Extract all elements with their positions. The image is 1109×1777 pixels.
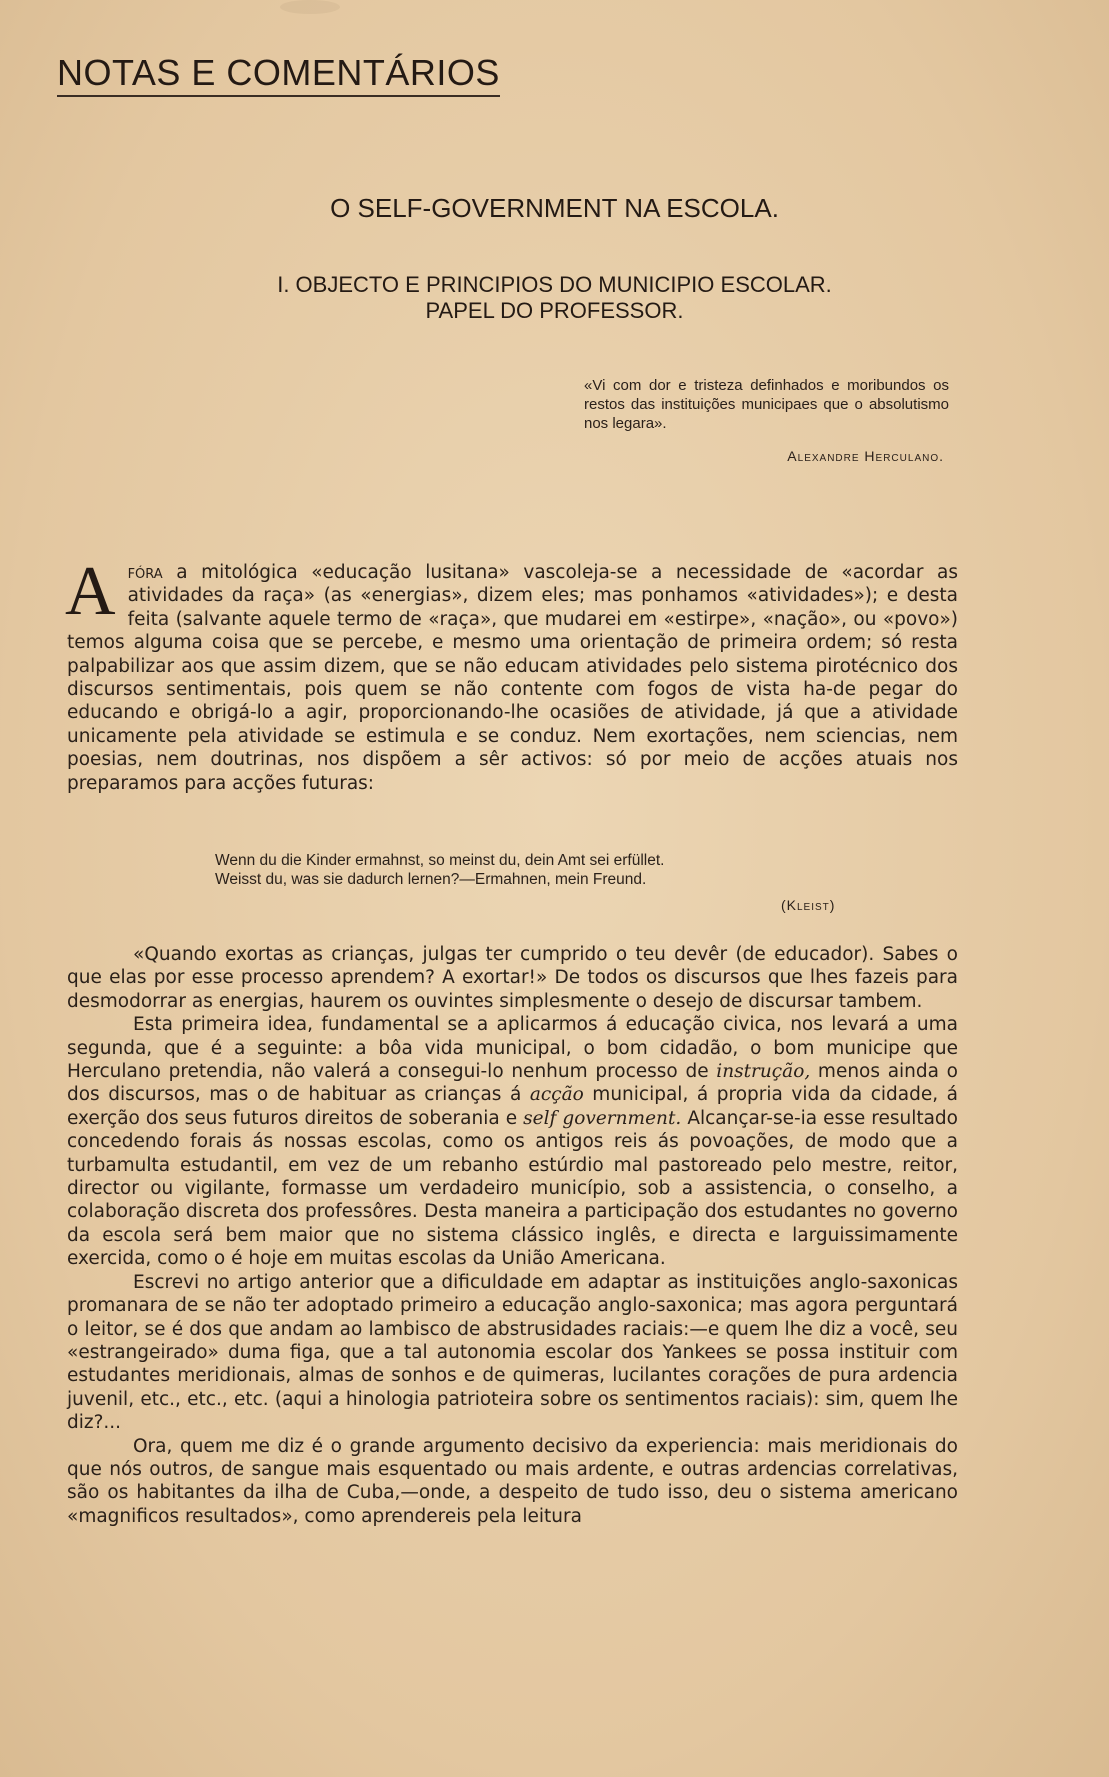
article-title: O SELF-GOVERNMENT NA ESCOLA.	[330, 193, 779, 223]
paragraph-3-part-3: municipal, á propria vida da cidade, á exerção dos seus futuros direitos de soberania e	[67, 1084, 958, 1129]
epigraph-author: Alexandre Herculano.	[787, 448, 944, 464]
paper-stain	[280, 0, 340, 14]
paragraph-3-part-2: menos ainda o dos discursos, mas o de habituar as crianças á	[67, 1061, 959, 1106]
paragraph-3-part-1: Esta primeira idea, fundamental se a aplicarmos á educação civica, nos levará a uma segunda, que é a seguinte: a bôa vida municipal, o bom cidadão, o bom municipe que Herculano pretendia, não valerá a consegui-lo nenhum processo de	[67, 1014, 958, 1083]
poem-line-2: Weisst du, was sie dadurch lernen?—Ermahnen, mein Freund.	[215, 871, 647, 888]
poem-line-1: Wenn du die Kinder ermahnst, so meinst du, dein Amt sei erfüllet.	[215, 852, 665, 869]
paragraph-2: «Quando exortas as crianças, julgas ter cumprido o teu devêr (de educador). Sabes o que elas por esse processo aprendem? A exortar!» De todos os discursos que lhes fazeis para desmodorrar as energias, haurem os ouvintes simplesmente o desejo de discursar tambem.	[67, 944, 958, 1012]
emphasis-self-government: self government.	[523, 1107, 682, 1129]
drop-cap: A	[65, 553, 116, 630]
body-block-1	[65, 553, 958, 795]
paragraph-4: Escrevi no artigo anterior que a dificuldade em adaptar as instituições anglo-saxonicas promanara de se não ter adoptado primeiro a educação anglo-saxonica; mas agora perguntará o leitor, se é dos que andam ao lambisco de abstrusidades raciais:—e quem lhe diz a você, seu «estrangeirado» duma figa, que a tal autonomia escolar dos Yankees se possa instituir com estudantes meridionais, almas de sonhos e de quimeras, lucilantes corações de pura ardencia juvenil, etc., etc., etc. (aqui a hinologia patrioteira sobre os sentimentos raciais): sim, quem lhe diz?...	[67, 1271, 958, 1434]
poem-author: (Kleist)	[781, 897, 836, 913]
paragraph-3-part-4: Alcançar-se-ia esse resultado concedendo forais ás nossas escolas, como os antigos reis ás povoações, de modo que a turbamulta estudantil, em vez de um rebanho estúrdio mal pastoreado pelo mestre, reitor, director ou vigilante, formasse um verdadeiro município, sob a assistencia, o conselho, a colaboração discreta dos professôres. Desta maneira a participação dos estudantes no governo da escola será bem maior que no sistema clássico inglês, e directa e larguissimamente exercida, como o é hoje em muitas escolas da União Americana.	[67, 1107, 958, 1270]
paragraph-1	[65, 553, 958, 795]
paragraph-3	[67, 1013, 958, 1270]
subtitle-line-1: I. OBJECTO E PRINCIPIOS DO MUNICIPIO ESCOLAR.	[277, 272, 832, 297]
body-block-2	[67, 943, 958, 1528]
subtitle-line-2: PAPEL DO PROFESSOR.	[425, 298, 684, 323]
emphasis-instrucao: instrução,	[716, 1061, 811, 1083]
paragraph-1-text: a mitológica «educação lusitana» vascoleja-se a necessidade de «acordar as atividades da raça» (as «energias», dizem eles; mas ponhamos «atividades»); e desta feita (salvante aquele termo de «raça», que mudarei em «estirpe», «nação», ou «povo») temos alguma coisa que se percebe, e mesmo uma orientação de primeira ordem; só resta palpabilizar aos que assim dizem, que se não educam atividades pelo sistema pirotécnico dos discursos sentimentais, pois quem se não contente com fogos de vista ha-de pegar do educando e obrigá-lo a agir, proporcionando-lhe ocasiões de atividade, já que a atividade unicamente pela atividade se estimula e se conduz. Nem exortações, nem sciencias, nem poesias, nem doutrinas, nos dispõem a sêr activos: só por meio de acções atuais nos preparamos para acções futuras:	[67, 562, 958, 794]
paragraph-5: Ora, quem me diz é o grande argumento decisivo da experiencia: mais meridionais do que nós outros, de sangue mais esquentado ou mais ardente, e outras ardencias correlativas, são os habitantes da ilha de Cuba,—onde, a despeito de tudo isso, deu o sistema americano «magnificos resultados», como aprendereis pela leitura	[67, 1435, 958, 1527]
article-subtitle	[0, 272, 1109, 324]
section-header: NOTAS E COMENTÁRIOS	[57, 52, 500, 97]
lead-word: fóra	[127, 562, 163, 583]
emphasis-accao: acção	[529, 1084, 584, 1106]
poem-quote	[215, 851, 664, 889]
epigraph-quote: «Vi com dor e tristeza definhados e moribundos os restos das instituições municipaes que o absolutismo nos legara».	[584, 377, 949, 432]
